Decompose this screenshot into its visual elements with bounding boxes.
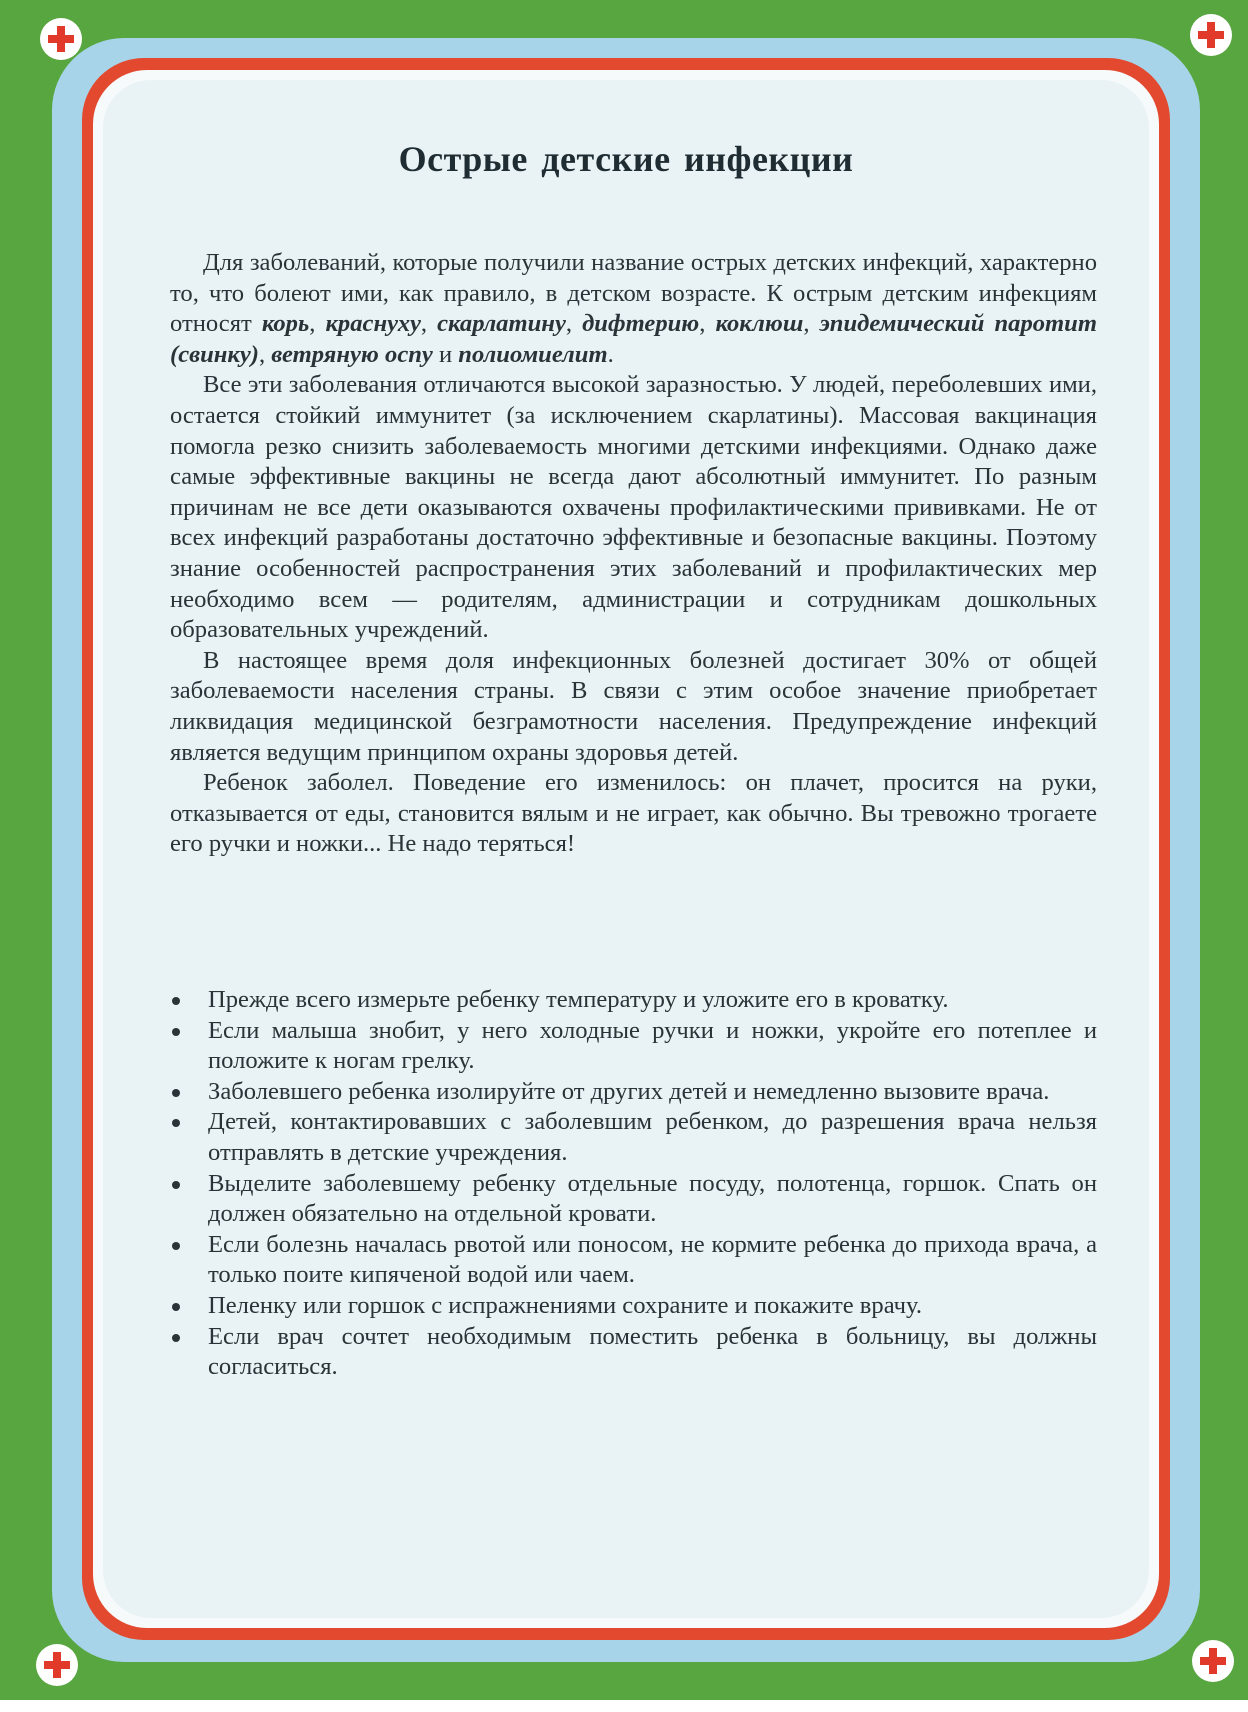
- bullet-icon: [172, 997, 180, 1005]
- bullet-icon: [172, 1242, 180, 1250]
- body-text: [170, 248, 1097, 860]
- list-item: [170, 1016, 1097, 1077]
- list-item: [170, 985, 1097, 1016]
- paragraph-statistics: В настоящее время доля инфекционных болезней достигает 30% от общей заболеваемости населения страны. В связи с этим особое значение приобретает ликвидация медицинской безграмотности населения. Предупреждение инфекций является ведущим принципом охраны здоровья детей.: [170, 646, 1097, 766]
- intro-text: Для заболеваний, которые получили название острых детских инфекций, характерно то, что болеют ими, как правило, в детском возрасте. К острым детским инфекциям относят: [170, 249, 1097, 338]
- separator: ,: [803, 310, 820, 338]
- medical-cross-icon: [1190, 14, 1232, 56]
- disease-term: скарлатину: [437, 310, 566, 338]
- disease-term: дифтерию: [582, 310, 700, 338]
- page-title: Острые детские инфекции: [398, 139, 854, 179]
- list-item-text: Детей, контактировавших с заболевшим ребенком, до разрешения врача нельзя отправлять в детские учреждения.: [208, 1108, 1097, 1166]
- list-item-text: Если малыша знобит, у него холодные ручки и ножки, укройте его потеплее и положите к ногам грелку.: [208, 1016, 1097, 1075]
- list-item-text: Выделите заболевшему ребенку отдельные посуду, полотенца, горшок. Спать он должен обязательно на отдельной кровати.: [208, 1169, 1097, 1228]
- separator: ,: [420, 310, 438, 338]
- disease-term: эпидемический паротит (свинку): [170, 310, 1097, 368]
- list-item: [170, 1169, 1097, 1230]
- advice-list: [170, 985, 1097, 1383]
- list-item-text: Прежде всего измерьте ребенку температуру и уложите его в кроватку.: [208, 986, 949, 1013]
- conjunction: и: [432, 340, 459, 368]
- disease-term: полиомиелит: [458, 340, 608, 368]
- list-item: [170, 1107, 1097, 1168]
- list-item: [170, 1230, 1097, 1291]
- paragraph-child-sick: Ребенок заболел. Поведение его изменилось: он плачет, просится на руки, отказывается от еды, становится вялым и не играет, как обычно. Вы тревожно трогаете его ручки и ножки... Не надо теряться!: [170, 769, 1097, 858]
- medical-cross-icon: [1192, 1640, 1234, 1682]
- bullet-icon: [172, 1089, 180, 1097]
- separator: ,: [259, 340, 272, 368]
- bullet-icon: [172, 1181, 180, 1189]
- bullet-icon: [172, 1303, 180, 1311]
- content-panel: [103, 80, 1149, 1618]
- list-item: [170, 1322, 1097, 1383]
- bullet-icon: [172, 1334, 180, 1342]
- separator: ,: [309, 310, 326, 338]
- list-item: [170, 1077, 1097, 1108]
- disease-term: ветряную оспу: [271, 340, 433, 368]
- bullet-icon: [172, 1119, 180, 1127]
- bullet-icon: [172, 1028, 180, 1036]
- separator: ,: [565, 310, 583, 338]
- paragraph-contagiousness: Все эти заболевания отличаются высокой заразностью. У людей, переболевших ими, остается стойкий иммунитет (за исключением скарлатины). Массовая вакцинация помогла резко снизить заболеваемость многими детскими инфекциями. Однако даже самые эффективные вакцины не всегда дают абсолютный иммунитет. По разным причинам не все дети оказываются охвачены профилактическими прививками. Не от всех инфекций разработаны достаточно эффективные и безопасные вакцины. Поэтому знание особенностей распространения этих заболеваний и профилактических мер необходимо всем — родителям, администрации и сотрудникам дошкольных образовательных учреждений.: [170, 371, 1097, 644]
- disease-term: коклюш: [715, 310, 804, 338]
- list-item: [170, 1291, 1097, 1322]
- medical-cross-icon: [36, 1644, 78, 1686]
- paragraph-intro: [170, 248, 1097, 370]
- period: .: [607, 340, 614, 368]
- medical-cross-icon: [40, 18, 82, 60]
- list-item-text: Заболевшего ребенка изолируйте от других детей и немедленно вызовите врача.: [208, 1077, 1050, 1105]
- disease-term: краснуху: [325, 310, 421, 338]
- list-item-text: Если болезнь началась рвотой или поносом, не кормите ребенка до прихода врача, а только поите кипяченой водой или чаем.: [208, 1230, 1097, 1289]
- separator: ,: [699, 310, 716, 338]
- disease-term: корь: [261, 310, 310, 338]
- list-item-text: Если врач сочтет необходимым поместить ребенка в больницу, вы должны согласиться.: [208, 1322, 1097, 1381]
- list-item-text: Пеленку или горшок с испражнениями сохраните и покажите врачу.: [208, 1291, 922, 1319]
